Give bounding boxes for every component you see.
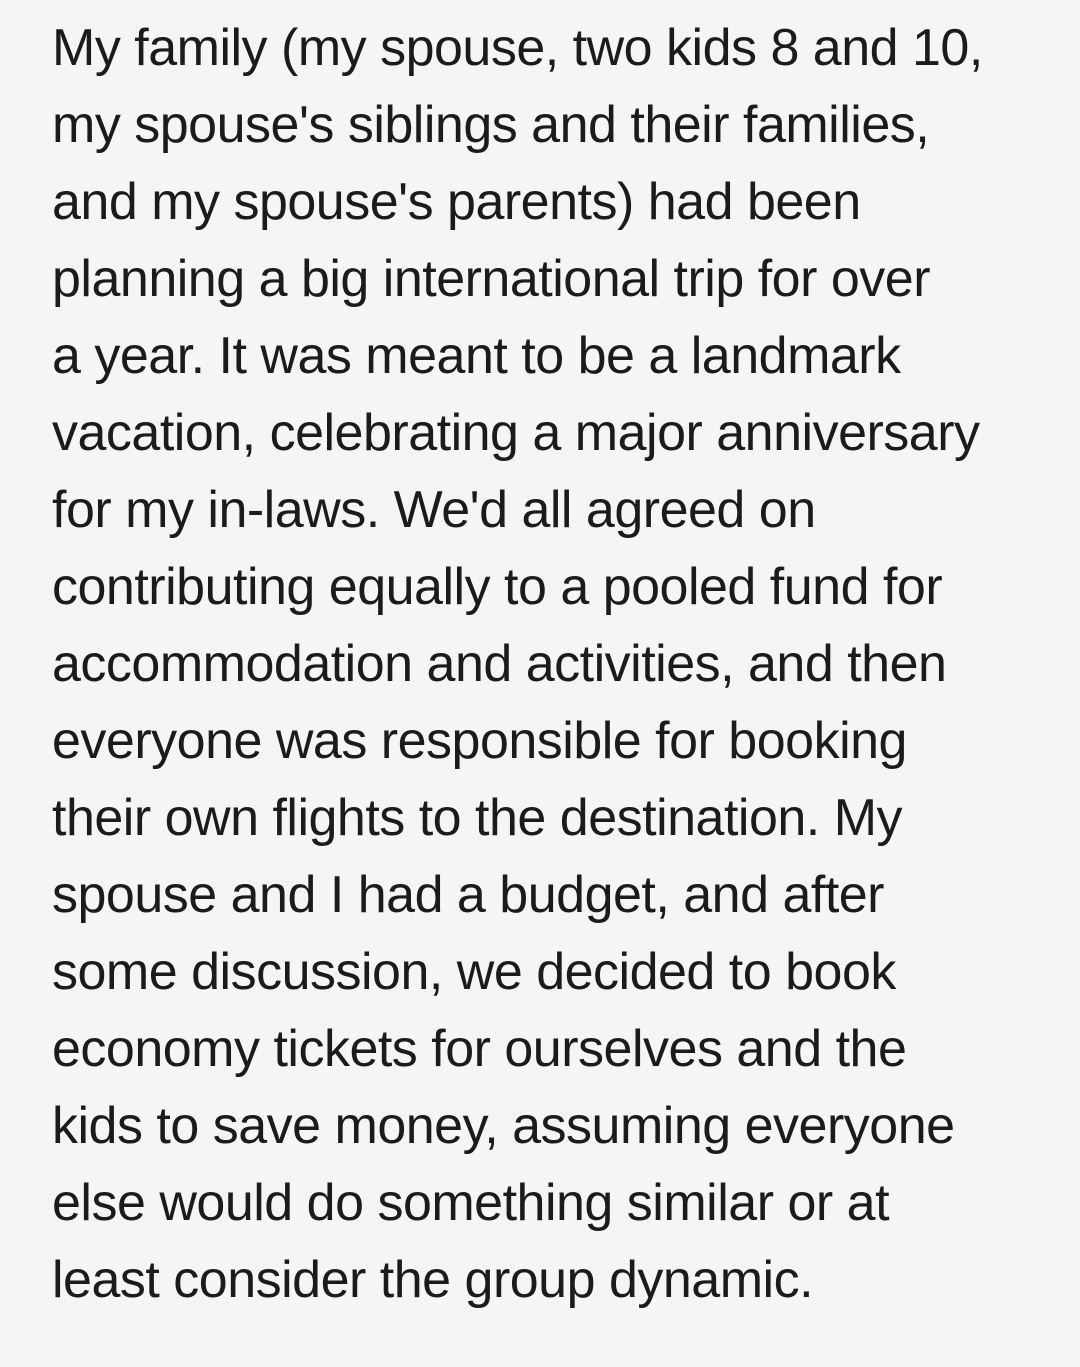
post-line: My family (my spouse, two kids 8 and 10, — [52, 19, 983, 77]
post-line: contributing equally to a pooled fund for — [52, 558, 943, 616]
post-line: some discussion, we decided to book — [52, 943, 896, 1001]
post-line: planning a big international trip for over — [52, 250, 931, 308]
post-line: accommodation and activities, and then — [52, 635, 947, 693]
post-line: vacation, celebrating a major anniversary — [52, 404, 980, 462]
post-line: their own flights to the destination. My — [52, 789, 903, 847]
post-line: kids to save money, assuming everyone — [52, 1097, 955, 1155]
post-line: economy tickets for ourselves and the — [52, 1020, 907, 1078]
post-line: my spouse's siblings and their families, — [52, 96, 930, 154]
post-line: a year. It was meant to be a landmark — [52, 327, 901, 385]
post-line: and my spouse's parents) had been — [52, 173, 861, 231]
post-line: everyone was responsible for booking — [52, 712, 907, 770]
post-line: for my in-laws. We'd all agreed on — [52, 481, 816, 539]
post-line: else would do something similar or at — [52, 1174, 890, 1232]
post-line: least consider the group dynamic. — [52, 1251, 814, 1309]
post-line: spouse and I had a budget, and after — [52, 866, 885, 924]
